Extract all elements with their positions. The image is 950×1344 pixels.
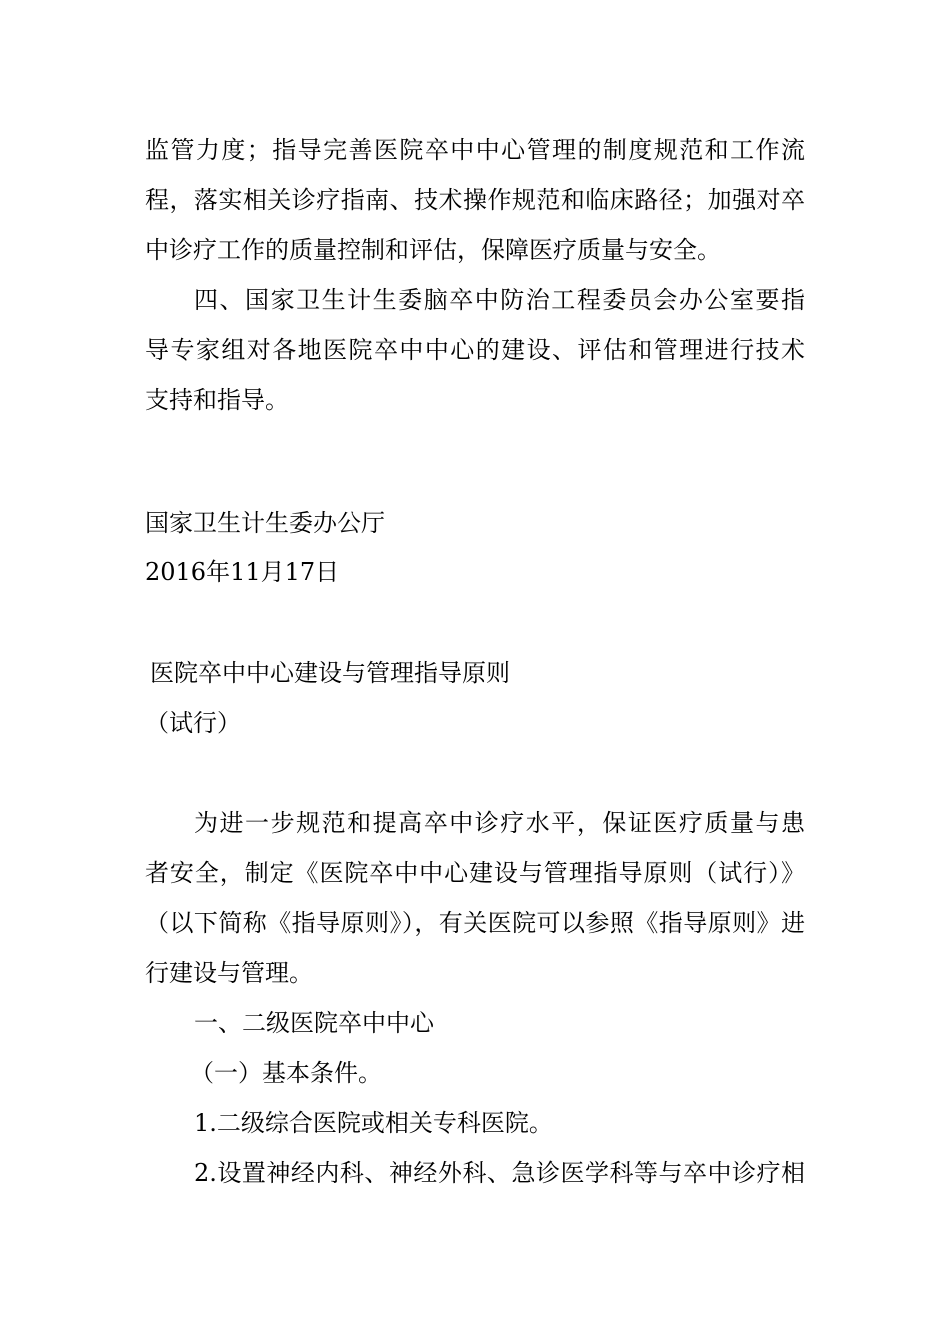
paragraph-line: 行建设与管理。: [145, 959, 313, 987]
paragraph-line: 者安全，制定《医院卒中中心建设与管理指导原则（试行）》: [145, 859, 805, 887]
paragraph-line: 导专家组对各地医院卒中中心的建设、评估和管理进行技术: [145, 336, 805, 364]
list-item: 2.设置神经内科、神经外科、急诊医学科等与卒中诊疗相: [194, 1159, 805, 1187]
section-heading: 一、二级医院卒中中心: [194, 1009, 434, 1037]
issuer: 国家卫生计生委办公厅: [145, 509, 385, 537]
paragraph-line: 监管力度；指导完善医院卒中中心管理的制度规范和工作流: [145, 136, 805, 164]
paragraph-line: （以下简称《指导原则》），有关医院可以参照《指导原则》进: [145, 909, 805, 937]
paragraph-line: 中诊疗工作的质量控制和评估，保障医疗质量与安全。: [145, 236, 721, 264]
paragraph-line: 四、国家卫生计生委脑卒中防治工程委员会办公室要指: [194, 286, 805, 314]
list-item: 1.二级综合医院或相关专科医院。: [194, 1109, 553, 1137]
issue-date: 2016年11月17日: [145, 558, 340, 586]
paragraph-line: 程，落实相关诊疗指南、技术操作规范和临床路径；加强对卒: [145, 186, 805, 214]
guide-subtitle: （试行）: [145, 709, 241, 737]
paragraph-line: 为进一步规范和提高卒中诊疗水平，保证医疗质量与患: [194, 809, 805, 837]
guide-title: 医院卒中中心建设与管理指导原则: [150, 659, 510, 687]
subsection-heading: （一）基本条件。: [190, 1059, 382, 1087]
paragraph-line: 支持和指导。: [145, 386, 289, 414]
